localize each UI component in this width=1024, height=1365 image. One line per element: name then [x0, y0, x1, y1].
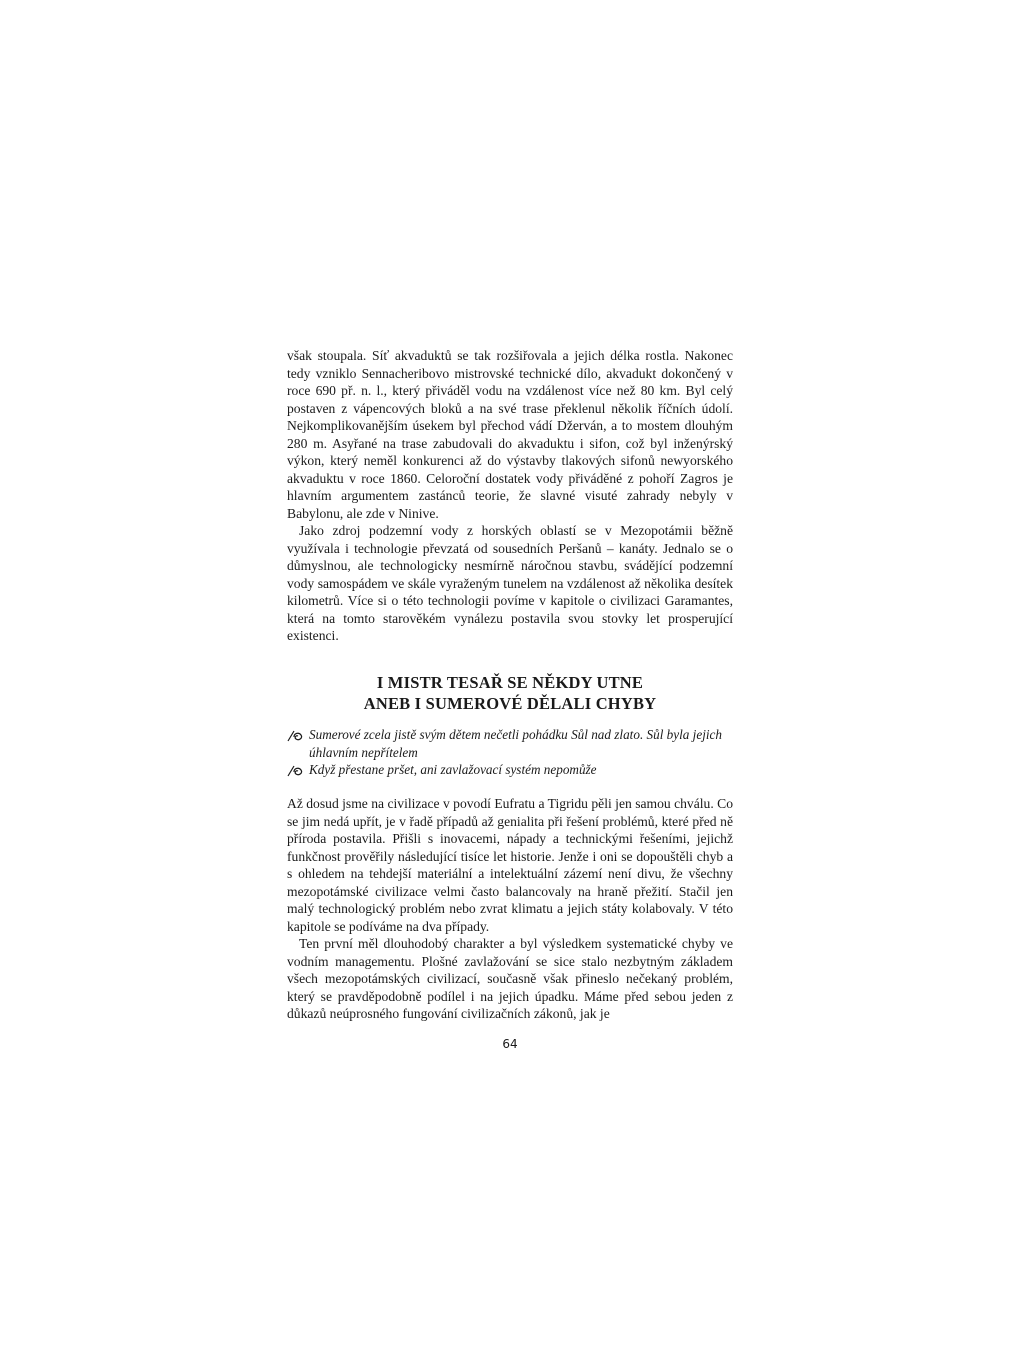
paragraph-mesopotamia-praise: Až dosud jsme na civilizace v povodí Eufratu a Tigridu pěli jen samou chválu. Co se jim nedá upřít, je v řadě případů až genialita při řešení problémů, které před ně příroda postavila. Přišli s inovacemi, nápady a technickými řešeními, jejichž funkčnost prověřily následující tisíce let historie. Jenže i oni se dopouštěli chyb a s ohledem na tehdejší materiální a intelektuální zázemí není divu, že všechny mezopotámské civilizace velmi často balancovaly na hraně přežití. Stačil jen malý technologický problém nebo zvrat klimatu a jejich státy kolabovaly. V této kapitole se podíváme na dva případy. — [287, 796, 733, 934]
bottom-text-block — [287, 795, 733, 1023]
swirl-ornament-icon — [287, 728, 305, 742]
paragraph-qanats: Jako zdroj podzemní vody z horských oblastí se v Mezopotámii běžně využívala i technologie převzatá od sousedních Peršanů – kanáty. Jednalo se o důmyslnou, ale technologicky nesmírně náročnou stavbu, svádějící podzemní vody samospádem ve skále vyraženým tunelem na vzdálenost až několika desítek kilometrů. Více si o této technologii povíme v kapitole o civilizaci Garamantes, která na tomto starověkém vynálezu postavila svou stovky let prosperující existenci. — [287, 523, 733, 643]
bullet-text: Sumerové zcela jistě svým dětem nečetli pohádku Sůl nad zlato. Sůl byla jejich úhlavním nepřítelem — [309, 727, 722, 760]
paragraph-water-management: Ten první měl dlouhodobý charakter a byl výsledkem systematické chyby ve vodním managementu. Plošné zavlažování se sice stalo nezbytným základem všech mezopotámských civilizací, současně však přineslo nečekaný problém, který se pravděpodobně podílel i na jejich úpadku. Máme před sebou jeden z důkazů neúprosného fungování civilizačních zákonů, jak je — [287, 936, 733, 1021]
section-heading — [287, 672, 733, 714]
heading-line-2: ANEB I SUMEROVÉ DĚLALI CHYBY — [363, 694, 657, 713]
bullet-text: Když přestane pršet, ani zavlažovací systém nepomůže — [309, 762, 597, 777]
heading-line-1: I MISTR TESAŘ SE NĚKDY UTNE — [376, 673, 644, 692]
page-number: 64 — [502, 1037, 518, 1051]
top-text-block — [287, 347, 733, 645]
bullet-item — [287, 726, 733, 761]
bullet-item — [287, 761, 733, 779]
section-bullets — [287, 726, 733, 779]
paragraph-aqueduct: však stoupala. Síť akvaduktů se tak rozšiřovala a jejich délka rostla. Nakonec tedy vzniklo Sennacheribovo mistrovské technické dílo, akvadukt dokončený v roce 690 př. n. l., který přiváděl vodu na vzdálenost více než 80 km. Byl celý postaven z vápencových bloků a na své trase překlenul několik říčních údolí. Nejkomplikovanějším úsekem byl přechod vádí Džerván, a to mostem dlouhým 280 m. Asyřané na trase zabudovali do akvaduktu i sifon, což byl inženýrský výkon, který neměl konkurenci až do výstavby tlakových sifonů newyorského akvaduktu v roce 1860. Celoroční dostatek vody přiváděné z pohoří Zagros je hlavním argumentem zastánců teorie, že slavné visuté zahrady nebyly v Babylonu, ale zde v Ninive. — [287, 348, 733, 521]
swirl-ornament-icon — [287, 763, 305, 777]
